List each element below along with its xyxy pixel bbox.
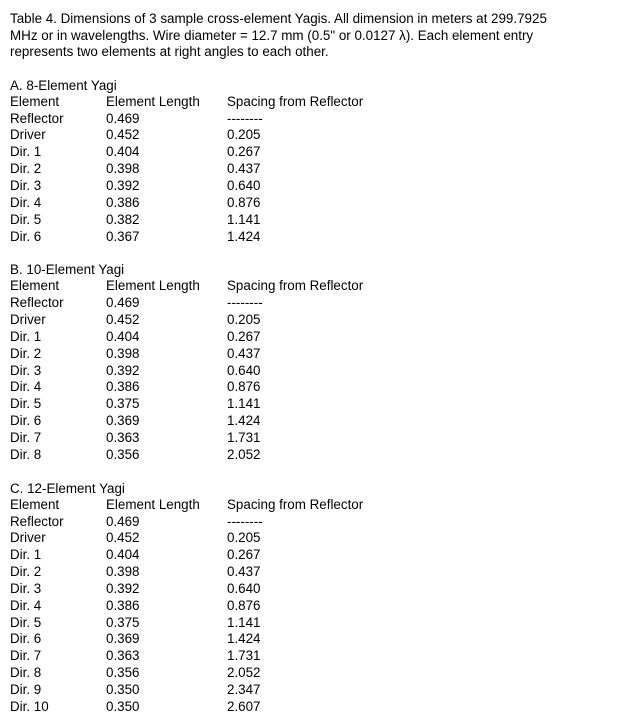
element-name: Dir. 5 bbox=[10, 396, 42, 412]
spacing-from-reflector: -------- bbox=[227, 295, 263, 311]
document bbox=[10, 11, 622, 716]
element-name: Dir. 9 bbox=[10, 681, 42, 697]
spacing-from-reflector: -------- bbox=[227, 513, 263, 529]
element-length: 0.469 bbox=[106, 295, 140, 311]
column-header: Element Length bbox=[106, 93, 200, 109]
spacing-from-reflector: 1.731 bbox=[227, 648, 261, 664]
element-length: 0.369 bbox=[106, 413, 140, 429]
element-name: Dir. 7 bbox=[10, 429, 42, 445]
table-row bbox=[10, 295, 622, 312]
element-name: Dir. 8 bbox=[10, 665, 42, 681]
spacing-from-reflector: 1.141 bbox=[227, 614, 261, 630]
element-length: 0.386 bbox=[106, 379, 140, 395]
section-title: A. 8-Element Yagi bbox=[10, 77, 117, 93]
element-length: 0.469 bbox=[106, 513, 140, 529]
element-name: Dir. 6 bbox=[10, 228, 42, 244]
table-row bbox=[10, 682, 622, 699]
section-title: B. 10-Element Yagi bbox=[10, 262, 125, 278]
spacing-from-reflector: 1.424 bbox=[227, 413, 261, 429]
table-row bbox=[10, 447, 622, 464]
table-row bbox=[10, 699, 622, 716]
table-row bbox=[10, 212, 622, 229]
caption-line: Table 4. Dimensions of 3 sample cross-element Yagis. All dimension in meters at 299.7925 bbox=[10, 11, 547, 26]
element-name: Dir. 1 bbox=[10, 144, 42, 160]
spacing-from-reflector: 0.437 bbox=[227, 161, 261, 177]
table-row bbox=[10, 178, 622, 195]
yagi-section bbox=[10, 261, 622, 463]
element-length: 0.398 bbox=[106, 564, 140, 580]
spacing-from-reflector: 1.141 bbox=[227, 396, 261, 412]
element-name: Driver bbox=[10, 127, 46, 143]
table-row bbox=[10, 615, 622, 632]
table-row bbox=[10, 564, 622, 581]
element-length: 0.375 bbox=[106, 614, 140, 630]
element-length: 0.369 bbox=[106, 631, 140, 647]
table-row bbox=[10, 631, 622, 648]
table-row bbox=[10, 229, 622, 246]
element-name: Dir. 6 bbox=[10, 413, 42, 429]
column-header: Element Length bbox=[106, 496, 200, 512]
spacing-from-reflector: 1.141 bbox=[227, 211, 261, 227]
yagi-section bbox=[10, 77, 622, 246]
spacing-from-reflector: 2.347 bbox=[227, 681, 261, 697]
element-length: 0.392 bbox=[106, 178, 140, 193]
element-name: Dir. 5 bbox=[10, 211, 42, 227]
element-name: Reflector bbox=[10, 513, 64, 529]
column-header: Element bbox=[10, 278, 60, 294]
table-row bbox=[10, 547, 622, 564]
element-name: Dir. 4 bbox=[10, 379, 42, 395]
element-length: 0.375 bbox=[106, 396, 140, 412]
element-name: Dir. 8 bbox=[10, 446, 42, 462]
spacing-from-reflector: 0.437 bbox=[227, 564, 261, 580]
caption-line: represents two elements at right angles to each other. bbox=[10, 44, 329, 60]
column-header: Spacing from Reflector bbox=[227, 278, 364, 294]
spacing-from-reflector: 0.437 bbox=[227, 345, 261, 361]
table-row bbox=[10, 514, 622, 531]
element-length: 0.392 bbox=[106, 580, 140, 596]
table-row bbox=[10, 329, 622, 346]
element-length: 0.398 bbox=[106, 345, 140, 361]
spacing-from-reflector: 0.267 bbox=[227, 547, 261, 563]
element-length: 0.452 bbox=[106, 312, 140, 328]
spacing-from-reflector: 0.267 bbox=[227, 328, 261, 344]
element-name: Dir. 2 bbox=[10, 161, 42, 177]
spacing-from-reflector: 0.876 bbox=[227, 597, 261, 613]
table-row bbox=[10, 581, 622, 598]
table-row bbox=[10, 413, 622, 430]
spacing-from-reflector: 2.607 bbox=[227, 698, 261, 714]
column-header: Spacing from Reflector bbox=[227, 93, 364, 109]
table-row bbox=[10, 396, 622, 413]
element-name: Dir. 5 bbox=[10, 614, 42, 630]
table-row bbox=[10, 312, 622, 329]
spacing-from-reflector: 1.424 bbox=[227, 228, 261, 244]
spacing-from-reflector: 0.640 bbox=[227, 362, 261, 378]
element-name: Dir. 2 bbox=[10, 345, 42, 361]
element-length: 0.404 bbox=[106, 328, 140, 344]
element-name: Dir. 3 bbox=[10, 362, 42, 378]
table-row bbox=[10, 346, 622, 363]
element-length: 0.350 bbox=[106, 681, 140, 697]
element-name: Dir. 4 bbox=[10, 194, 42, 210]
spacing-from-reflector: 0.205 bbox=[227, 530, 261, 546]
table-header-row bbox=[10, 94, 622, 111]
table-row bbox=[10, 127, 622, 144]
element-length: 0.469 bbox=[106, 110, 140, 126]
spacing-from-reflector: 0.640 bbox=[227, 580, 261, 596]
spacing-from-reflector: 0.205 bbox=[227, 127, 261, 143]
element-name: Reflector bbox=[10, 295, 64, 311]
element-name: Dir. 4 bbox=[10, 597, 42, 613]
element-length: 0.382 bbox=[106, 211, 140, 227]
column-header: Spacing from Reflector bbox=[227, 496, 364, 512]
element-name: Dir. 3 bbox=[10, 178, 42, 193]
element-length: 0.392 bbox=[106, 362, 140, 378]
element-length: 0.350 bbox=[106, 698, 140, 714]
spacing-from-reflector: 0.876 bbox=[227, 194, 261, 210]
column-header: Element Length bbox=[106, 278, 200, 294]
table-row bbox=[10, 111, 622, 128]
table-caption bbox=[10, 11, 622, 61]
table-row bbox=[10, 195, 622, 212]
element-name: Reflector bbox=[10, 110, 64, 126]
table-header-row bbox=[10, 278, 622, 295]
element-length: 0.356 bbox=[106, 665, 140, 681]
element-length: 0.386 bbox=[106, 194, 140, 210]
element-length: 0.398 bbox=[106, 161, 140, 177]
element-name: Dir. 1 bbox=[10, 328, 42, 344]
element-length: 0.452 bbox=[106, 530, 140, 546]
spacing-from-reflector: 0.876 bbox=[227, 379, 261, 395]
section-title: C. 12-Element Yagi bbox=[10, 480, 125, 496]
table-row bbox=[10, 648, 622, 665]
element-length: 0.404 bbox=[106, 144, 140, 160]
element-name: Dir. 3 bbox=[10, 580, 42, 596]
table-header-row bbox=[10, 497, 622, 514]
element-length: 0.404 bbox=[106, 547, 140, 563]
spacing-from-reflector: 0.267 bbox=[227, 144, 261, 160]
element-length: 0.356 bbox=[106, 446, 140, 462]
element-name: Dir. 7 bbox=[10, 648, 42, 664]
element-name: Dir. 6 bbox=[10, 631, 42, 647]
yagi-tables bbox=[10, 77, 622, 716]
element-name: Dir. 10 bbox=[10, 698, 49, 714]
table-row bbox=[10, 530, 622, 547]
table-row bbox=[10, 379, 622, 396]
spacing-from-reflector: 1.424 bbox=[227, 631, 261, 647]
element-name: Driver bbox=[10, 530, 46, 546]
element-length: 0.367 bbox=[106, 228, 140, 244]
spacing-from-reflector: 1.731 bbox=[227, 429, 261, 445]
spacing-from-reflector: 2.052 bbox=[227, 665, 261, 681]
table-row bbox=[10, 161, 622, 178]
element-length: 0.363 bbox=[106, 648, 140, 664]
element-length: 0.363 bbox=[106, 429, 140, 445]
table-row bbox=[10, 665, 622, 682]
table-row bbox=[10, 144, 622, 161]
element-name: Dir. 2 bbox=[10, 564, 42, 580]
table-row bbox=[10, 430, 622, 447]
column-header: Element bbox=[10, 496, 60, 512]
table-row bbox=[10, 363, 622, 380]
spacing-from-reflector: 2.052 bbox=[227, 446, 261, 462]
element-length: 0.386 bbox=[106, 597, 140, 613]
column-header: Element bbox=[10, 93, 60, 109]
yagi-section bbox=[10, 480, 622, 716]
element-name: Driver bbox=[10, 312, 46, 328]
spacing-from-reflector: -------- bbox=[227, 110, 263, 126]
caption-line: MHz or in wavelengths. Wire diameter = 12.7 mm (0.5" or 0.0127 λ). Each element entry bbox=[10, 27, 534, 43]
table-row bbox=[10, 598, 622, 615]
spacing-from-reflector: 0.205 bbox=[227, 312, 261, 328]
element-length: 0.452 bbox=[106, 127, 140, 143]
spacing-from-reflector: 0.640 bbox=[227, 178, 261, 193]
element-name: Dir. 1 bbox=[10, 547, 42, 563]
